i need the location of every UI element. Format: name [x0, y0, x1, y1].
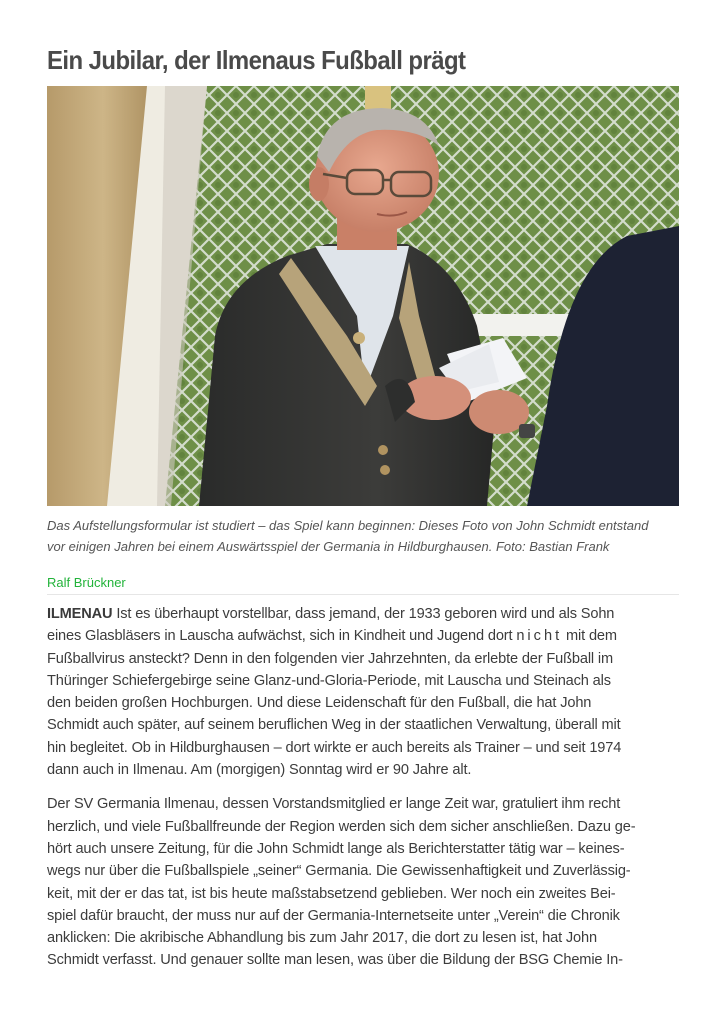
paragraph-line	[47, 625, 679, 647]
paragraph-line: anklicken: Die akribische Abhandlung bis zum Jahr 2017, die dort zu lesen ist, hat John	[47, 930, 597, 947]
paragraph-line: spiel dafür braucht, der muss nur auf der Germania-Internetseite unter „Verein“ die Chronik	[47, 907, 620, 924]
photo-illustration	[47, 86, 679, 506]
paragraph-line: Der SV Germania Ilmenau, dessen Vorstandsmitglied er lange Zeit war, gratuliert ihm recht	[47, 796, 621, 813]
paragraph-text: Ist es überhaupt vorstellbar, dass jemand, der 1933 geboren wird und als Sohn	[112, 606, 615, 622]
paragraph-line: Fußballvirus ansteckt? Denn in den folgenden vier Jahrzehnten, da erlebte der Fußball im	[47, 650, 614, 667]
paragraph-line: keit, mit der er das tat, ist bis heute maßstabsetzend geblieben. Wer noch ein zweites Bei-	[47, 885, 616, 902]
article	[47, 42, 679, 972]
dateline: ILMENAU	[47, 606, 113, 622]
paragraph-line	[47, 603, 679, 625]
paragraph-line: wegs nur über die Fußballspiele „seiner“ Germania. Die Gewissenhaftigkeit und Zuverlässig-	[47, 863, 631, 880]
photo-caption-line: Das Aufstellungsformular ist studiert – das Spiel kann beginnen: Dieses Foto von John Schmidt entstand	[47, 518, 649, 533]
paragraph-1	[47, 603, 679, 781]
photo-caption-line: vor einigen Jahren bei einem Auswärtsspiel der Germania in Hildburghausen. Foto: Bastian Frank	[47, 539, 610, 554]
paragraph-line: dann auch in Ilmenau. Am (morgigen) Sonntag wird er 90 Jahre alt.	[47, 762, 472, 779]
paragraph-line: Schmidt verfasst. Und genauer sollte man lesen, was über die Bildung der BSG Chemie In-	[47, 952, 623, 969]
article-headline: Ein Jubilar, der Ilmenaus Fußball prägt	[47, 45, 466, 75]
paragraph-2	[47, 793, 679, 971]
author-byline: Ralf Brückner	[47, 574, 679, 595]
paragraph-line: den beiden großen Hochburgen. Und diese Leidenschaft für den Fußball, die hat John	[47, 695, 592, 712]
paragraph-line: hört auch unsere Zeitung, für die John Schmidt lange als Berichterstatter tätig war – keines-	[47, 840, 625, 857]
article-photo	[47, 86, 679, 506]
paragraph-text: eines Glasbläsers in Lauscha aufwächst, sich in Kindheit und Jugend dort	[47, 628, 517, 645]
paragraph-line: Thüringer Schiefergebirge seine Glanz-und-Gloria-Periode, mit Lauscha und Steinach als	[47, 672, 611, 689]
paragraph-line: hin begleitet. Ob in Hildburghausen – dort wirkte er auch bereits als Trainer – und seit 1974	[47, 739, 622, 756]
photo-caption	[47, 515, 679, 557]
paragraph-line: herzlich, und viele Fußballfreunde der Region werden sich dem sicher anschließen. Dazu ge-	[47, 818, 636, 835]
paragraph-line: Schmidt auch später, auf seinem beruflichen Weg in der staatlichen Verwaltung, überall mit	[47, 717, 621, 734]
paragraph-text: mit dem	[562, 628, 617, 645]
emphasized-word: nicht	[516, 628, 563, 645]
